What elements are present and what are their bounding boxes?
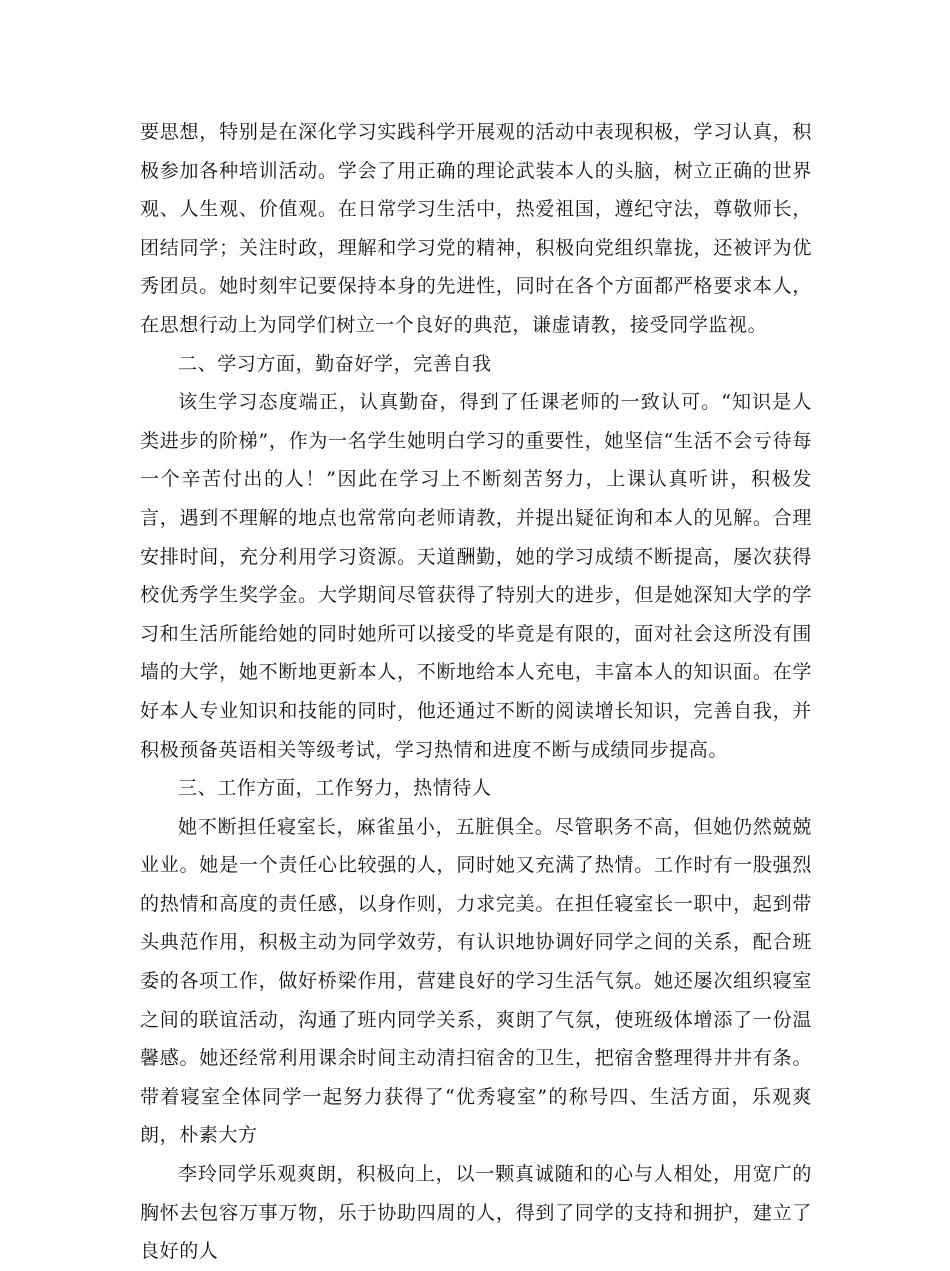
paragraph-ideology: 要思想，特别是在深化学习实践科学开展观的活动中表现积极，学习认真，积极参加各种培训活动。学会了用正确的理论武装本人的头脑，树立正确的世界观、人生观、价值观。在日常学习生活中，热爱祖国，遵纪守法，尊敬师长，团结同学；关注时政，理解和学习党的精神，积极向党组织靠拢，还被评为优秀团员。她时刻牢记要保持本身的先进性，同时在各个方面都严格要求本人，在思想行动上为同学们树立一个良好的典范，谦虚请教，接受同学监视。 xyxy=(140,121,812,336)
section-heading-work: 三、工作方面，工作努力，热情待人 xyxy=(178,777,492,800)
section-heading-study: 二、学习方面，勤奋好学，完善自我 xyxy=(178,352,492,375)
paragraph-life: 李玲同学乐观爽朗，积极向上，以一颗真诚随和的心与人相处，用宽广的胸怀去包容万事万物，乐于协助四周的人，得到了同学的支持和拥护，建立了良好的人 xyxy=(140,1163,812,1263)
document-body xyxy=(140,113,812,1271)
paragraph-study: 该生学习态度端正，认真勤奋，得到了任课老师的一致认可。“知识是人类进步的阶梯”，作为一名学生她明白学习的重要性，她坚信“生活不会亏待每一个辛苦付出的人！”因此在学习上不断刻苦努力，上课认真听讲，积极发言，遇到不理解的地点也常常向老师请教，并提出疑征询和本人的见解。合理安排时间，充分利用学习资源。天道酬勤，她的学习成绩不断提高，屡次获得校优秀学生奖学金。大学期间尽管获得了特别大的进步，但是她深知大学的学习和生活所能给她的同时她所可以接受的毕竟是有限的，面对社会这所没有围墙的大学，她不断地更新本人，不断地给本人充电，丰富本人的知识面。在学好本人专业知识和技能的同时，他还通过不断的阅读增长知识，完善自我，并积极预备英语相关等级考试，学习热情和进度不断与成绩同步提高。 xyxy=(140,391,812,761)
paragraph-work: 她不断担任寝室长，麻雀虽小，五脏俱全。尽管职务不高，但她仍然兢兢业业。她是一个责任心比较强的人，同时她又充满了热情。工作时有一股强烈的热情和高度的责任感，以身作则，力求完美。在担任寝室长一职中，起到带头典范作用，积极主动为同学效劳，有认识地协调好同学之间的关系，配合班委的各项工作，做好桥梁作用，营建良好的学习生活气氛。她还屡次组织寝室之间的联谊活动，沟通了班内同学关系，爽朗了气氛，使班级体增添了一份温馨感。她还经常利用课余时间主动清扫宿舍的卫生，把宿舍整理得井井有条。带着寝室全体同学一起努力获得了“优秀寝室”的称号四、生活方面，乐观爽朗，朴素大方 xyxy=(140,815,812,1147)
